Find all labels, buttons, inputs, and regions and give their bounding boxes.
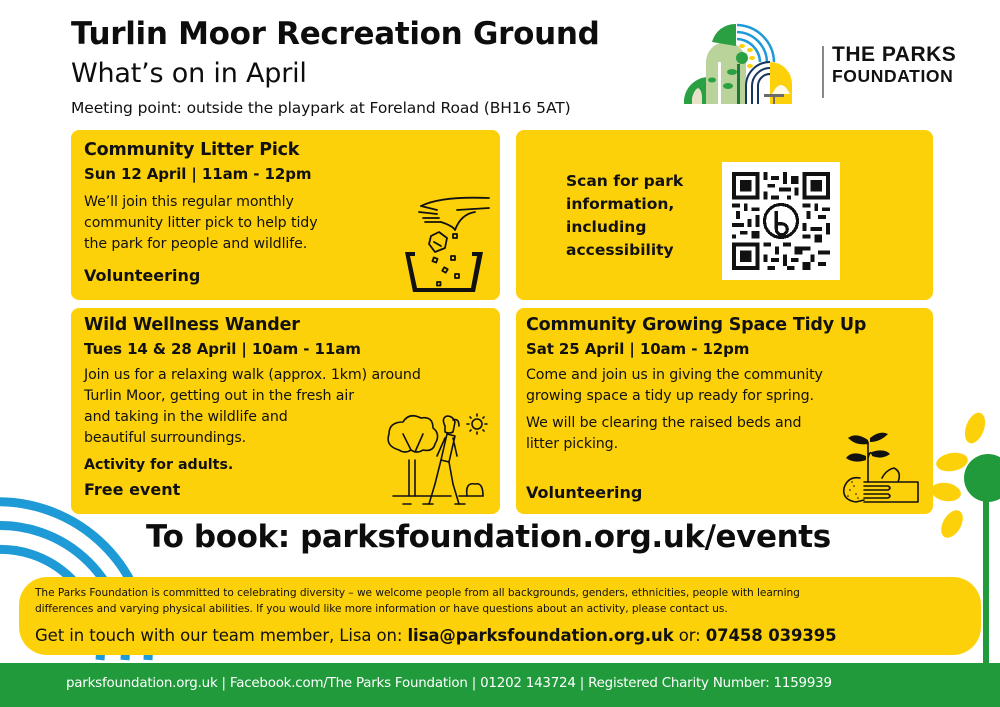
contact-email-link[interactable]: lisa@parksfoundation.org.uk [407, 626, 674, 645]
scan-card [516, 130, 933, 300]
seedling-hand-icon [838, 430, 920, 510]
booking-link[interactable]: To book: parksfoundation.org.uk/events [146, 519, 831, 555]
event-card-wellness-wander [71, 308, 500, 514]
statement-line: differences and varying physical abilities. If you would like more information or have questions about an activity, please contact us. [35, 603, 728, 615]
logo-wordmark [832, 44, 956, 86]
contact-prefix: Get in touch with our team member, Lisa on: [35, 626, 408, 645]
event-title: Wild Wellness Wander [84, 315, 300, 335]
scan-line: including [566, 218, 647, 236]
description-line: beautiful surroundings. [84, 430, 247, 446]
description-line: growing space a tidy up ready for spring. [526, 388, 814, 404]
contact-line [35, 626, 963, 645]
description-line: community litter pick to help tidy [84, 215, 318, 231]
event-card-growing-space [516, 308, 933, 514]
logo-divider [822, 46, 824, 98]
scan-text [566, 170, 683, 262]
event-card-litter-pick [71, 130, 500, 300]
description-line: We will be clearing the raised beds and [526, 415, 802, 431]
event-description [526, 365, 923, 407]
contact-or: or: [673, 626, 706, 645]
event-title: Community Growing Space Tidy Up [526, 315, 867, 335]
event-title: Community Litter Pick [84, 140, 300, 160]
diversity-info-panel [19, 577, 981, 655]
event-date: Sat 25 April | 10am - 12pm [526, 340, 750, 358]
event-date: Tues 14 & 28 April | 10am - 11am [84, 340, 361, 358]
event-tag: Volunteering [526, 483, 643, 502]
description-line: and taking in the wildlife and [84, 409, 288, 425]
logo-line-1: THE PARKS [832, 43, 957, 66]
description-line: the park for people and wildlife. [84, 236, 308, 252]
page-subtitle: What’s on in April [71, 58, 307, 89]
scan-line: accessibility [566, 241, 674, 259]
description-line: We’ll join this regular monthly [84, 194, 294, 210]
logo-line-2: FOUNDATION [832, 66, 954, 86]
scan-line: information, [566, 195, 675, 213]
event-note: Activity for adults. [84, 457, 234, 473]
contact-phone[interactable]: 07458 039395 [705, 626, 837, 645]
diversity-statement [35, 585, 963, 617]
description-line: litter picking. [526, 436, 618, 452]
statement-line: The Parks Foundation is committed to celebrating diversity – we welcome people from all backgrounds, genders, ethnicities, people with learning [35, 587, 800, 599]
walking-person-icon [383, 412, 493, 512]
meeting-point: Meeting point: outside the playpark at Foreland Road (BH16 5AT) [71, 99, 571, 117]
qr-code-icon [732, 172, 830, 270]
description-line: Join us for a relaxing walk (approx. 1km) around [84, 367, 421, 383]
event-tag: Volunteering [84, 266, 201, 285]
description-line: Come and join us in giving the community [526, 367, 823, 383]
qr-code[interactable] [722, 162, 840, 280]
event-date: Sun 12 April | 11am - 12pm [84, 165, 312, 183]
scan-line: Scan for park [566, 172, 684, 190]
event-tag: Free event [84, 480, 181, 499]
litter-bin-icon [401, 192, 491, 294]
footer-text: parksfoundation.org.uk | Facebook.com/The Parks Foundation | 01202 143724 | Registered Charity Number: 1159939 [66, 676, 832, 691]
page-title: Turlin Moor Recreation Ground [71, 16, 600, 52]
description-line: Turlin Moor, getting out in the fresh air [84, 388, 354, 404]
parks-foundation-logo [684, 22, 974, 106]
footer-bar [0, 663, 1000, 707]
logo-mark-icon [684, 22, 820, 106]
